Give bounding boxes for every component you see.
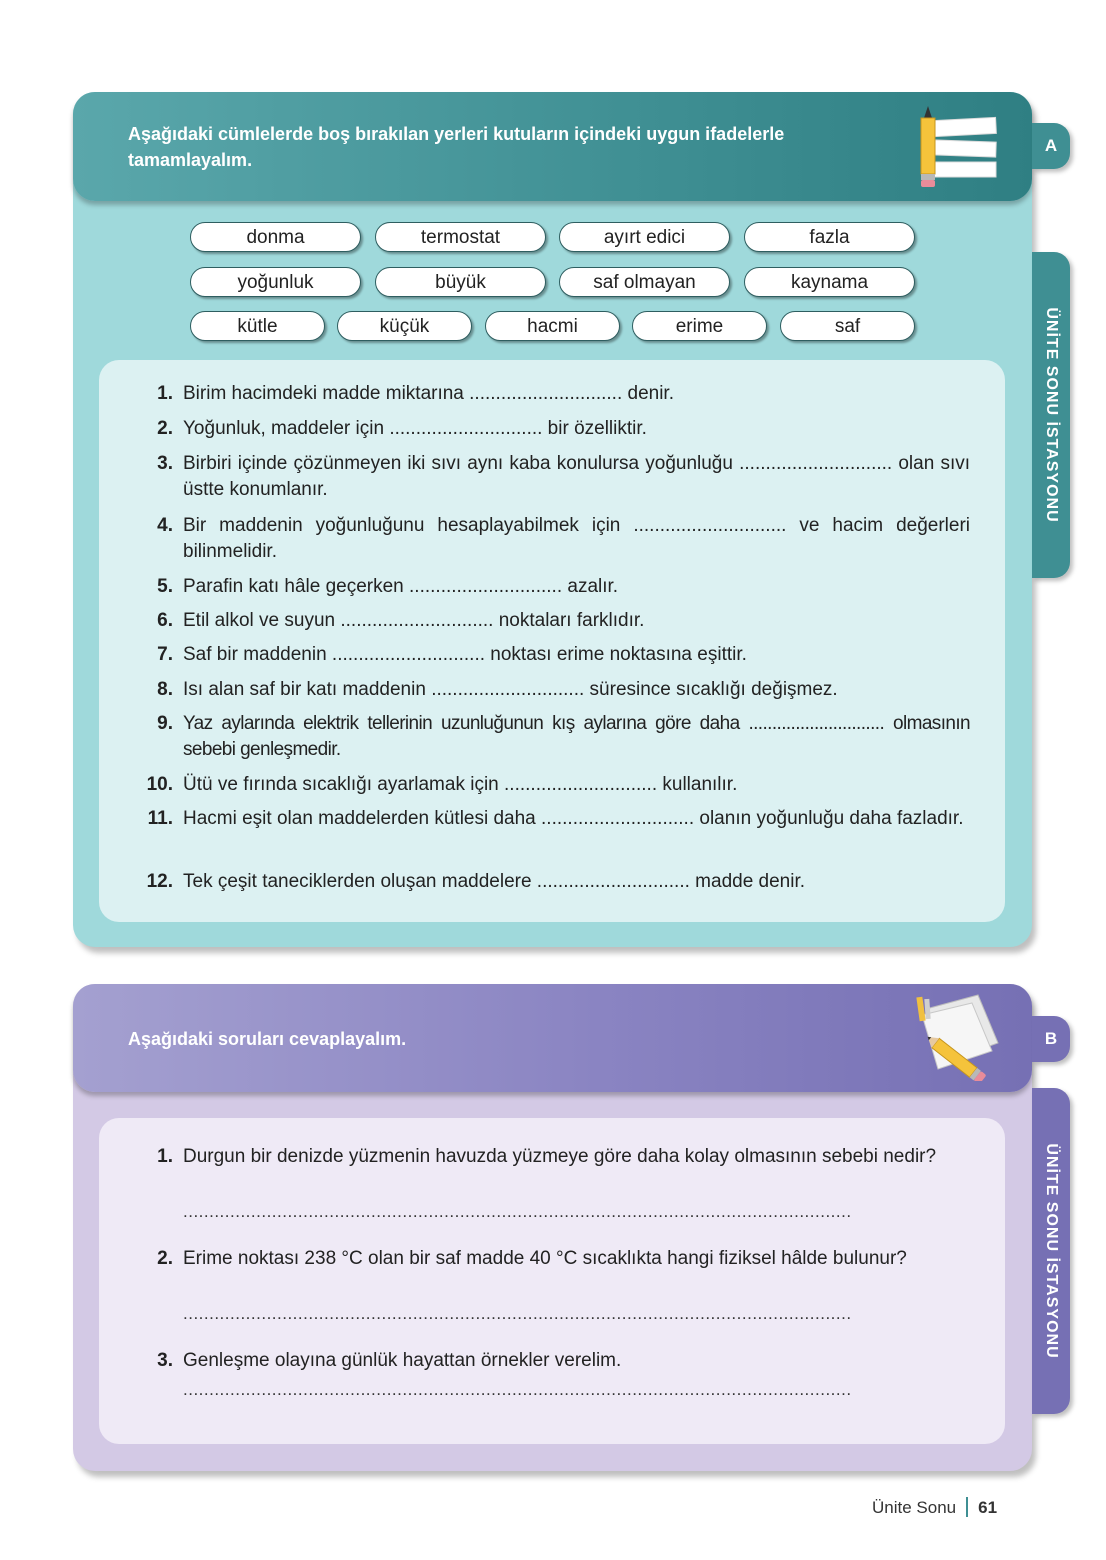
question-item: [157, 677, 970, 703]
section-b-side-label-tab: [1032, 1088, 1070, 1414]
question-text: Isı alan saf bir katı maddenin ............................. süresince sıcaklığı değişmez.: [183, 679, 838, 700]
section-b-header: [73, 984, 1032, 1092]
section-b-question-panel: [99, 1118, 1005, 1444]
word-chip: donma: [190, 222, 361, 252]
section-b-instruction: Aşağıdaki soruları cevaplayalım.: [128, 1029, 407, 1049]
section-a-instruction: Aşağıdaki cümlelerde boş bırakılan yerleri kutuların içindeki uygun ifadelerle tamamlayalım.: [128, 124, 785, 170]
question-item: [157, 1348, 970, 1374]
question-text: Tek çeşit taneciklerden oluşan maddelere ............................. madde denir.: [183, 871, 806, 892]
question-text: Birim hacimdeki madde miktarına ............................. denir.: [183, 383, 674, 404]
footer-divider: [966, 1497, 968, 1517]
pencil-notes-icon: [912, 104, 1000, 190]
word-chip: fazla: [744, 222, 915, 252]
section-a-card: [73, 92, 1032, 947]
question-item: [157, 1246, 970, 1272]
question-item: [157, 513, 970, 565]
question-text: Parafin katı hâle geçerken ............................. azalır.: [183, 576, 619, 597]
question-number: 1.: [157, 1146, 173, 1167]
question-number: 4.: [157, 515, 173, 536]
question-text: Birbiri içinde çözünmeyen iki sıvı aynı kaba konulursa yoğunluğu ............................. olan sıvı üstte konumlanır.: [183, 453, 970, 500]
section-a-letter-tab: A: [1032, 123, 1070, 169]
question-text: Hacmi eşit olan maddelerden kütlesi daha ............................. olanın yoğunluğu daha fazladır.: [183, 808, 964, 829]
word-chip: saf olmayan: [559, 267, 730, 297]
question-number: 3.: [157, 453, 173, 474]
answer-line[interactable]: ................................................................................................................................: [183, 1380, 852, 1399]
question-item: [157, 711, 970, 763]
question-text: Genleşme olayına günlük hayattan örnekler verelim.: [183, 1350, 622, 1371]
question-item: [157, 608, 970, 634]
question-text: Bir maddenin yoğunluğunu hesaplayabilmek için ............................. ve hacim değerleri bilinmelidir.: [183, 515, 970, 562]
word-chip: kaynama: [744, 267, 915, 297]
question-number: 1.: [157, 383, 173, 404]
answer-line[interactable]: ................................................................................................................................: [183, 1202, 852, 1221]
word-chip: saf: [780, 311, 915, 341]
question-text: Yaz aylarında elektrik tellerinin uzunluğunun kış aylarına göre daha ............................. olmasının sebebi genleşmedir.: [183, 713, 970, 760]
page-footer: [872, 1497, 997, 1518]
side-label: ÜNİTE SONU İSTASYONU: [1043, 307, 1060, 523]
question-number: 9.: [157, 713, 173, 734]
question-text: Ütü ve fırında sıcaklığı ayarlamak için ............................. kullanılır.: [183, 774, 738, 795]
footer-label: Ünite Sonu: [872, 1498, 957, 1517]
side-label: ÜNİTE SONU İSTASYONU: [1043, 1143, 1060, 1359]
question-number: 5.: [157, 576, 173, 597]
question-item: [157, 574, 970, 600]
question-item: [157, 1144, 970, 1170]
section-a-side-label-tab: [1032, 252, 1070, 578]
word-chip: ayırt edici: [559, 222, 730, 252]
paper-pencil-icon: [912, 993, 1000, 1081]
page-number: 61: [978, 1498, 998, 1517]
question-item: [157, 451, 970, 503]
section-a-question-panel: [99, 360, 1005, 922]
answer-line[interactable]: ................................................................................................................................: [183, 1304, 852, 1323]
question-item: [146, 772, 970, 798]
question-number: 12.: [146, 871, 173, 892]
word-chip: küçük: [337, 311, 472, 341]
section-a-header: [73, 92, 1032, 201]
word-chip: termostat: [375, 222, 546, 252]
question-number: 6.: [157, 610, 173, 631]
question-text: Durgun bir denizde yüzmenin havuzda yüzmeye göre daha kolay olmasının sebebi nedir?: [183, 1146, 937, 1167]
question-item: [157, 642, 970, 668]
question-number: 2.: [157, 1248, 173, 1269]
section-b-card: [73, 984, 1032, 1471]
question-number: 11.: [147, 808, 173, 829]
question-number: 2.: [157, 418, 173, 439]
question-number: 3.: [157, 1350, 173, 1371]
question-number: 10.: [146, 774, 173, 795]
question-item: [147, 806, 970, 832]
question-text: Etil alkol ve suyun ............................. noktaları farklıdır.: [183, 610, 645, 631]
question-number: 8.: [157, 679, 173, 700]
question-number: 7.: [157, 644, 173, 665]
question-item: [157, 416, 970, 442]
question-text: Yoğunluk, maddeler için ............................. bir özelliktir.: [183, 418, 647, 439]
question-text: Saf bir maddenin ............................. noktası erime noktasına eşittir.: [183, 644, 747, 665]
question-text: Erime noktası 238 °C olan bir saf madde 40 °C sıcaklıkta hangi fiziksel hâlde bulunur?: [183, 1248, 907, 1269]
word-chip: yoğunluk: [190, 267, 361, 297]
word-chip: erime: [632, 311, 767, 341]
question-item: [157, 381, 970, 407]
section-b-letter-tab: B: [1032, 1016, 1070, 1062]
word-chip: kütle: [190, 311, 325, 341]
question-item: [146, 869, 970, 895]
word-chip: hacmi: [485, 311, 620, 341]
word-chip: büyük: [375, 267, 546, 297]
